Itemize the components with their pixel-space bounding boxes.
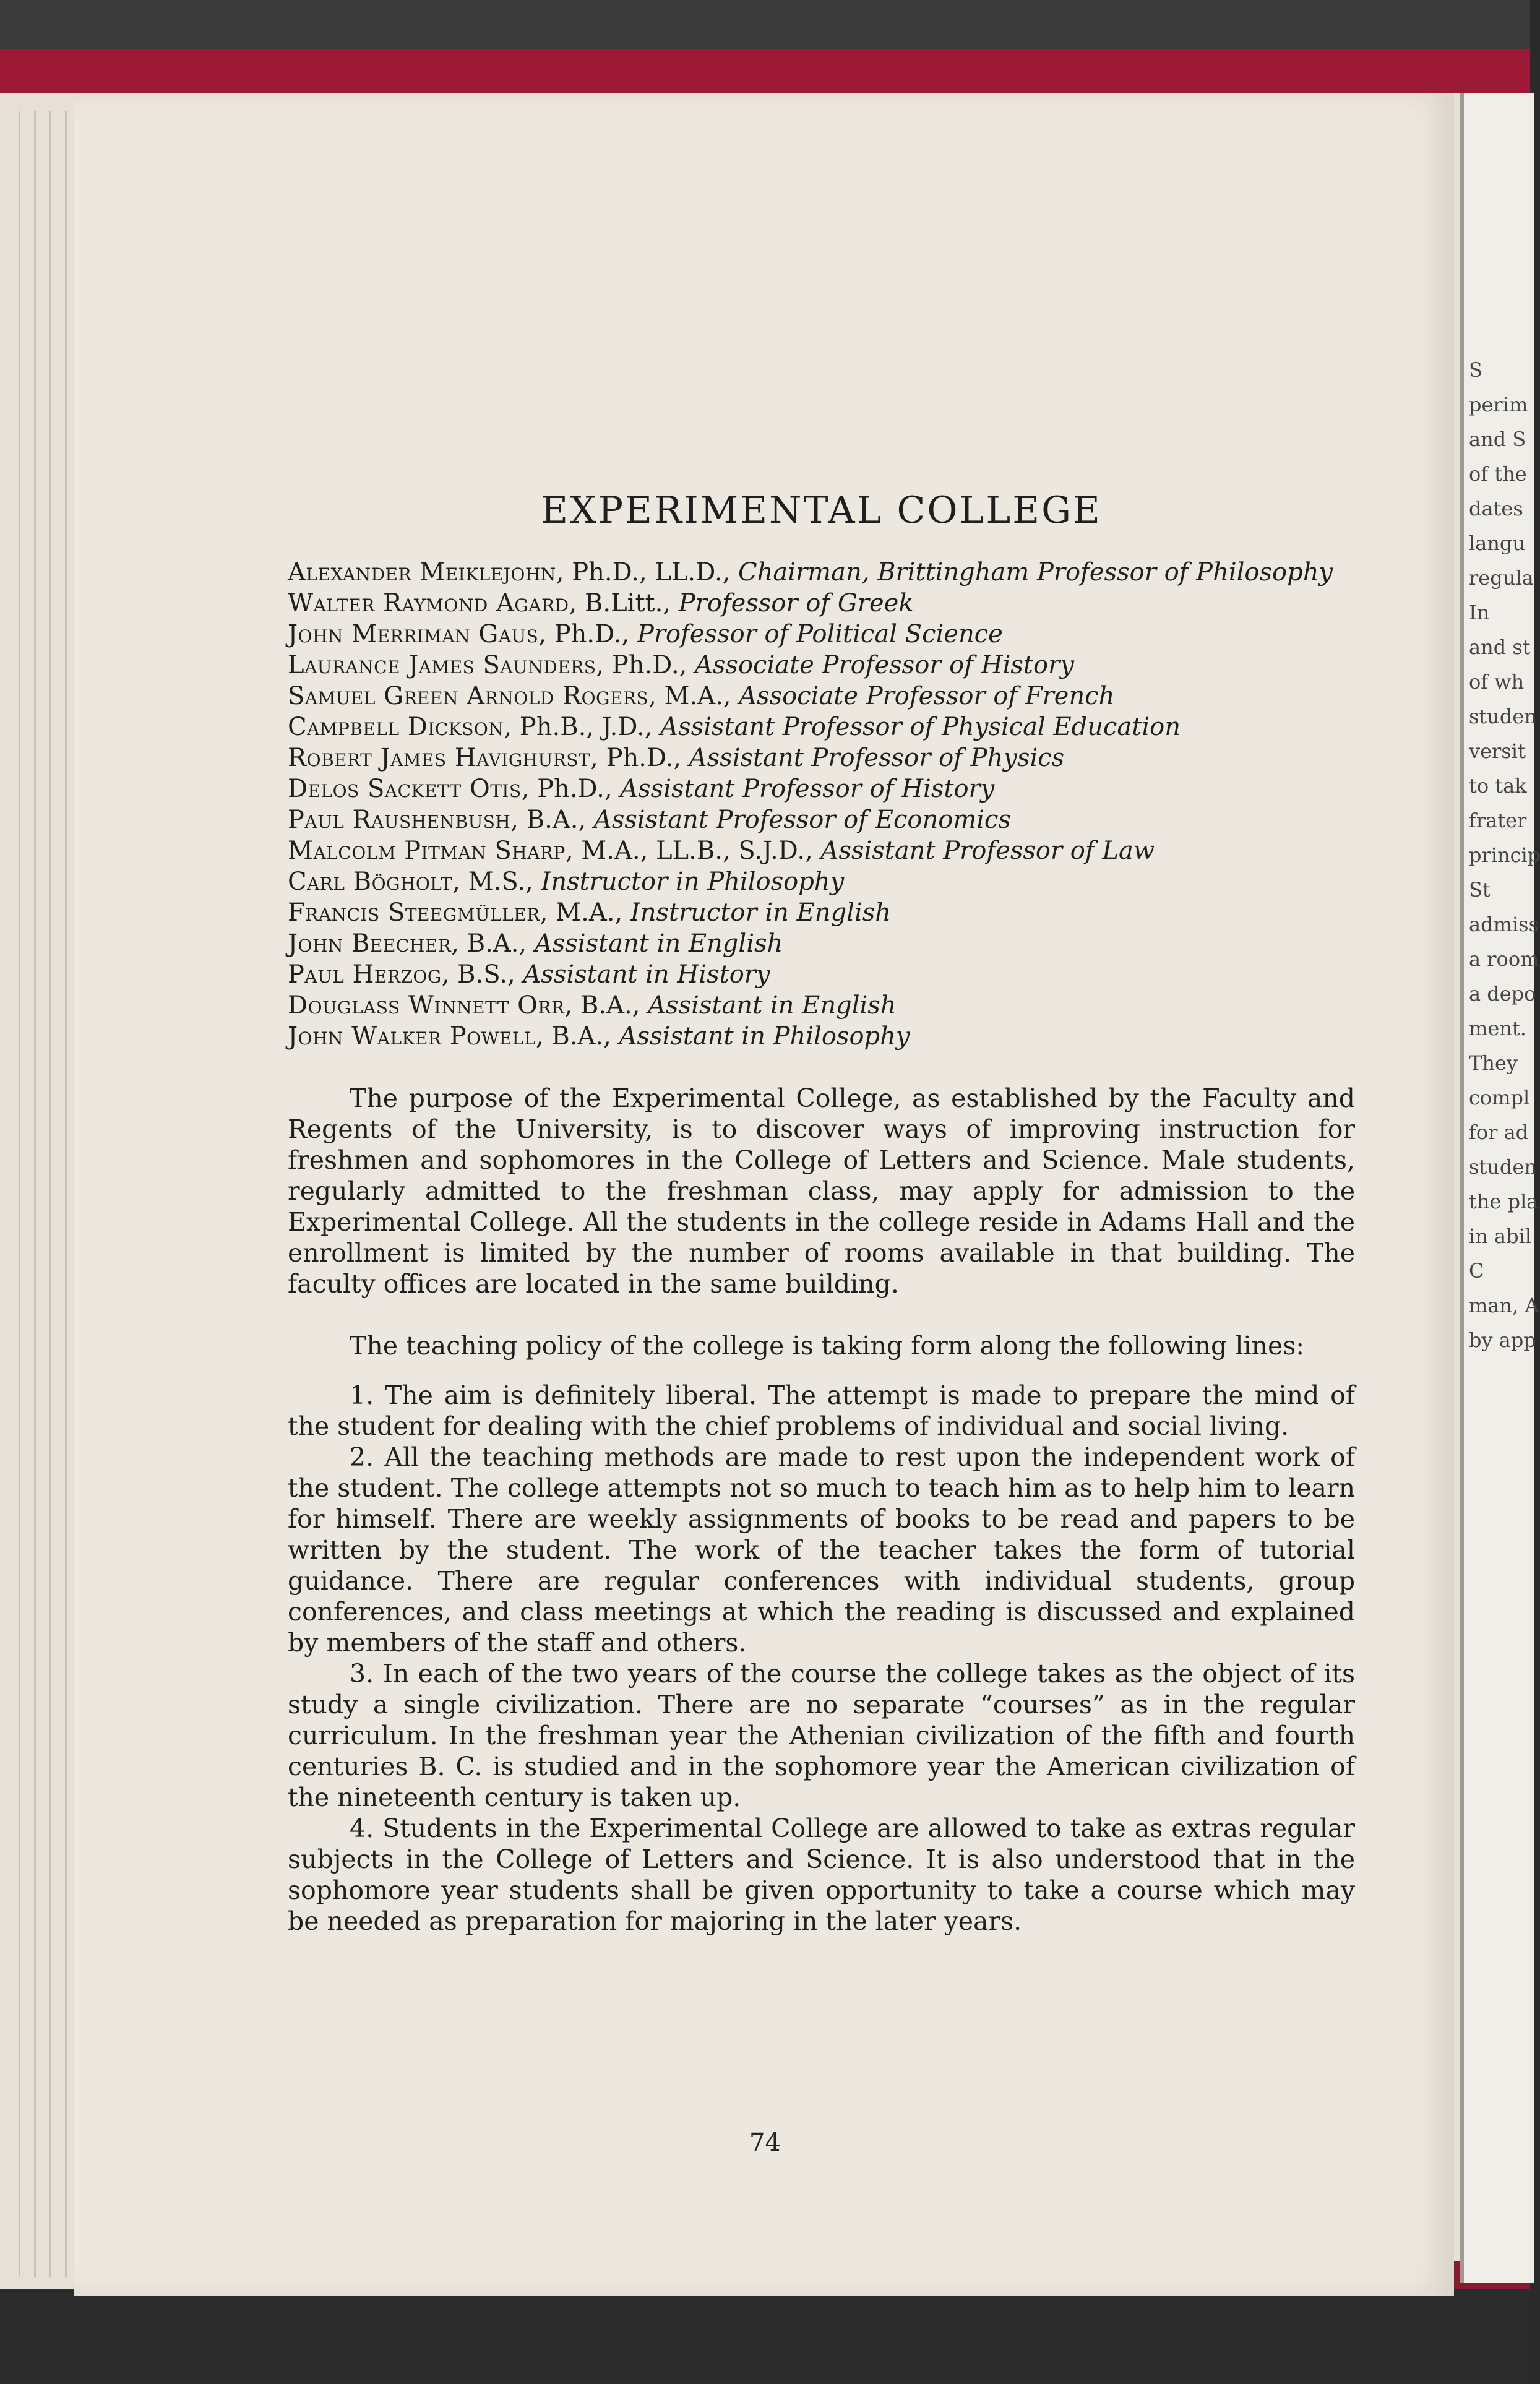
adjacent-page-fragment: a depo — [1469, 982, 1536, 1005]
faculty-title: Professor of Greek — [678, 589, 914, 618]
adjacent-page-fragment: of the — [1469, 462, 1527, 486]
adjacent-page-fragment: and S — [1469, 428, 1526, 451]
faculty-entry — [288, 588, 1355, 619]
faculty-entry — [288, 959, 1355, 990]
faculty-degree: , Ph.D., — [590, 744, 689, 772]
adjacent-page-fragment: langu — [1469, 531, 1526, 555]
adjacent-page-fragment: regula — [1469, 566, 1534, 590]
faculty-title: Associate Professor of History — [695, 651, 1074, 679]
faculty-name: Malcolm Pitman Sharp — [288, 837, 566, 865]
faculty-title: Instructor in Philosophy — [541, 867, 845, 896]
faculty-title: Instructor in English — [630, 898, 892, 927]
policy-point-2: 2. All the teaching methods are made to rest upon the independent work of the student. The college attempts not so much to teach him as to help him to learn for himself. There are weekly assignments of books to be read and papers to be written by the student. The work of the teacher takes the form of tutorial guidance. There are regular conferences with individual students, group conferences, and class meetings at which the reading is discussed and explained by members of the staff and others. — [288, 1442, 1355, 1658]
policy-lead-paragraph: The teaching policy of the college is taking form along the following lines: — [350, 1331, 1305, 1361]
faculty-entry — [288, 866, 1355, 897]
faculty-degree: , M.A., LL.B., S.J.D., — [565, 837, 821, 865]
adjacent-page-fragment: by app — [1469, 1328, 1536, 1352]
faculty-name: Samuel Green Arnold Rogers — [288, 682, 649, 710]
adjacent-page-fragment: of wh — [1469, 670, 1525, 694]
faculty-degree: , Ph.D., — [596, 651, 695, 679]
faculty-list — [288, 557, 1355, 1052]
faculty-entry — [288, 773, 1355, 804]
adjacent-page-fragment: perim — [1469, 393, 1528, 416]
faculty-name: Campbell Dickson — [288, 713, 504, 741]
page-edge — [34, 111, 36, 2277]
faculty-name: John Beecher — [288, 929, 452, 958]
adjacent-page-fragment: to tak — [1469, 774, 1527, 798]
faculty-title: Assistant in English — [648, 991, 897, 1020]
faculty-degree: , B.S., — [441, 960, 523, 989]
adjacent-page-fragment: a room — [1469, 947, 1539, 971]
faculty-entry — [288, 557, 1355, 588]
faculty-entry — [288, 681, 1355, 712]
page-title: EXPERIMENTAL COLLEGE — [541, 489, 1102, 532]
faculty-degree: , Ph.D., — [538, 620, 637, 648]
faculty-title: Assistant Professor of Physics — [689, 744, 1065, 772]
adjacent-page-fragment: and st — [1469, 635, 1531, 659]
adjacent-page-fragment: ment. — [1469, 1017, 1526, 1040]
faculty-title: Associate Professor of French — [739, 682, 1115, 710]
faculty-title: Chairman, Brittingham Professor of Philosophy — [738, 558, 1333, 587]
page-number: 74 — [749, 2128, 781, 2157]
adjacent-page-fragment: compl — [1469, 1086, 1530, 1109]
faculty-title: Assistant Professor of Physical Education — [660, 713, 1181, 741]
adjacent-page-fragment: man, A — [1469, 1294, 1539, 1317]
page-edge — [19, 111, 20, 2277]
faculty-name: Francis Steegmüller — [288, 898, 540, 927]
faculty-degree: , Ph.D., — [521, 775, 621, 803]
adjacent-page-fragment: dates — [1469, 497, 1523, 520]
page-edge — [65, 111, 67, 2277]
faculty-entry — [288, 897, 1355, 928]
faculty-degree: , B.A., — [451, 929, 535, 958]
adjacent-page-fragment: frater — [1469, 809, 1527, 832]
faculty-entry — [288, 742, 1355, 773]
faculty-degree: , B.Litt., — [569, 589, 679, 618]
adjacent-page-fragment: studen — [1469, 705, 1537, 728]
adjacent-page-fragment: In — [1469, 601, 1490, 624]
faculty-degree: , B.A., — [510, 806, 594, 834]
faculty-name: Walter Raymond Agard — [288, 589, 569, 618]
faculty-entry — [288, 712, 1355, 742]
faculty-name: Delos Sackett Otis — [288, 775, 522, 803]
faculty-name: Robert James Havighurst — [288, 744, 591, 772]
faculty-degree: , M.A., — [648, 682, 739, 710]
faculty-title: Assistant in English — [534, 929, 783, 958]
faculty-degree: , M.A., — [540, 898, 630, 927]
adjacent-page-fragment: studen — [1469, 1155, 1537, 1179]
faculty-title: Assistant Professor of Law — [820, 837, 1155, 865]
faculty-entry — [288, 990, 1355, 1021]
adjacent-page-fragment: for ad — [1469, 1121, 1529, 1144]
faculty-title: Assistant in Philosophy — [619, 1022, 910, 1051]
faculty-name: Alexander Meiklejohn — [288, 558, 556, 587]
faculty-name: Carl Bögholt — [288, 867, 453, 896]
background-top — [0, 0, 1530, 49]
adjacent-page-fragment: princip — [1469, 843, 1540, 867]
intro-paragraph: The purpose of the Experimental College, as established by the Faculty and Regents of the University, is to discover ways of improving instruction for freshmen and sophomores in the College of Letters and Science. Male students, regularly admitted to the freshman class, may apply for admission to the Experimental College. All the students in the college reside in Adams Hall and the enrollment is limited by the number of rooms available in that building. The faculty offices are located in the same building. — [288, 1083, 1355, 1299]
faculty-title: Assistant Professor of History — [620, 775, 995, 803]
faculty-entry — [288, 1021, 1355, 1052]
adjacent-page-fragment: versit — [1469, 739, 1526, 763]
faculty-entry — [288, 928, 1355, 959]
faculty-entry — [288, 804, 1355, 835]
policy-point-3: 3. In each of the two years of the course the college takes as the object of its study a single civilization. There are no separate “courses” as in the regular curriculum. In the freshman year the Athenian civilization of the fifth and fourth centuries B. C. is studied and in the sophomore year the American civilization of the nineteenth century is taken up. — [288, 1659, 1355, 1812]
faculty-title: Professor of Political Science — [637, 620, 1003, 648]
faculty-degree: , Ph.B., J.D., — [504, 713, 661, 741]
faculty-title: Assistant Professor of Economics — [593, 806, 1011, 834]
adjacent-page-fragment: St — [1469, 878, 1491, 902]
adjacent-page-strip — [1460, 93, 1540, 2283]
page-content — [288, 489, 1355, 1937]
faculty-entry — [288, 619, 1355, 650]
policy-point-4: 4. Students in the Experimental College are allowed to take as extras regular subjects in the College of Letters and Science. It is also understood that in the sophomore year students shall be given opportunity to take a course which may be needed as preparation for majoring in the later years. — [288, 1814, 1355, 1936]
faculty-degree: , B.A., — [564, 991, 648, 1020]
faculty-name: Douglass Winnett Orr — [288, 991, 565, 1020]
faculty-name: Paul Herzog — [288, 960, 442, 989]
adjacent-page-fragment: in abil — [1469, 1224, 1532, 1248]
faculty-name: John Walker Powell — [288, 1022, 536, 1051]
adjacent-page-text — [1464, 353, 1540, 1358]
adjacent-page-fragment: They — [1469, 1051, 1518, 1075]
background-bottom — [0, 2289, 1530, 2384]
faculty-degree: , M.S., — [452, 867, 541, 896]
adjacent-page-fragment: the pla — [1469, 1190, 1539, 1213]
page-edge — [49, 111, 51, 2277]
faculty-title: Assistant in History — [523, 960, 770, 989]
faculty-name: Laurance James Saunders — [288, 651, 596, 679]
adjacent-page-fragment: admiss — [1469, 913, 1539, 936]
faculty-entry — [288, 650, 1355, 681]
adjacent-page-fragment: C — [1469, 1259, 1484, 1283]
adjacent-page-fragment: S — [1469, 358, 1482, 382]
policy-point-1: 1. The aim is definitely liberal. The attempt is made to prepare the mind of the student for dealing with the chief problems of individual and social living. — [288, 1380, 1355, 1441]
faculty-name: John Merriman Gaus — [288, 620, 539, 648]
faculty-degree: , Ph.D., LL.D., — [556, 558, 739, 587]
faculty-degree: , B.A., — [535, 1022, 619, 1051]
faculty-name: Paul Raushenbush — [288, 806, 511, 834]
faculty-entry — [288, 835, 1355, 866]
